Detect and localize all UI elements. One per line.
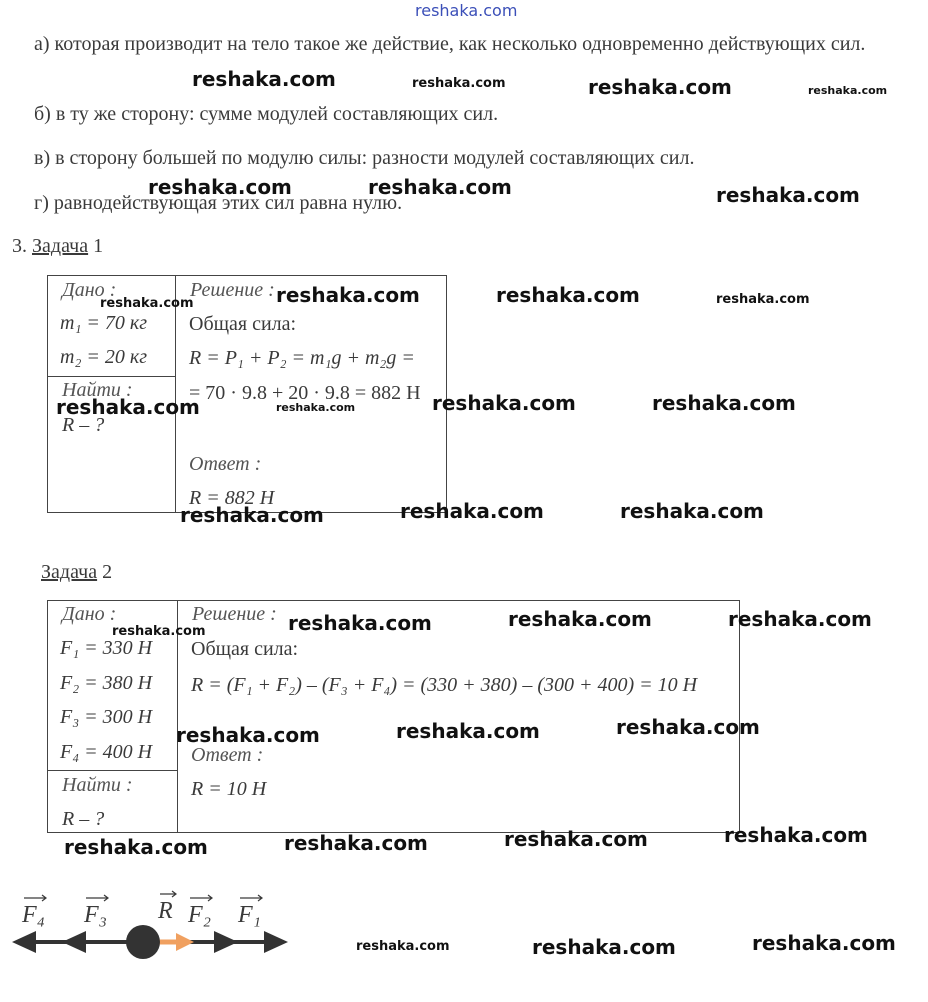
task2-find: R – ? — [62, 808, 105, 830]
answer-a — [12, 30, 906, 58]
label-r: R — [158, 898, 173, 924]
section-number: 3. — [12, 235, 27, 257]
watermark: reshaka.com — [716, 292, 810, 307]
task2-given-f2: F₂ = 380 Н — [60, 672, 153, 694]
label-f2: F₂ — [188, 902, 212, 928]
watermark: reshaka.com — [148, 175, 292, 199]
watermark: reshaka.com — [532, 935, 676, 959]
task2-answer: R = 10 Н — [191, 778, 267, 800]
task2-solution-intro: Общая сила: — [191, 638, 299, 660]
task1-find-label: Найти : — [62, 379, 133, 401]
task1-find: R – ? — [62, 414, 105, 436]
task1-given-divider — [47, 376, 176, 377]
watermark: reshaka.com — [400, 499, 544, 523]
task1-given-m1: m₁ = 70 кг — [60, 312, 148, 334]
watermark: reshaka.com — [284, 831, 428, 855]
task2-given-f1: F₁ = 330 Н — [60, 637, 153, 659]
label-f4: F₄ — [22, 902, 46, 928]
overarrow-f1 — [240, 895, 262, 901]
watermark: reshaka.com — [432, 391, 576, 415]
task1-formula-line2: = 70 · 9.8 + 20 · 9.8 = 882 Н — [189, 382, 421, 404]
watermark: reshaka.com — [620, 499, 764, 523]
label-f1: F₁ — [238, 902, 262, 928]
task2-given-divider — [47, 770, 178, 771]
f2-arrowhead — [214, 931, 238, 953]
watermark: reshaka.com — [728, 607, 872, 631]
watermark: reshaka.com — [56, 395, 200, 419]
body-circle — [126, 925, 160, 959]
f1-arrowhead — [264, 931, 288, 953]
watermark: reshaka.com — [808, 84, 888, 97]
watermark: reshaka.com — [288, 611, 432, 635]
f3-arrowhead — [62, 931, 86, 953]
watermark: reshaka.com — [176, 723, 320, 747]
watermark: reshaka.com — [508, 607, 652, 631]
task1-given-label: Дано : — [62, 279, 117, 301]
task1-title-word: Задача — [32, 235, 89, 257]
answer-g: г) равнодействующая этих сил равна нулю. — [34, 192, 403, 214]
overarrow-f4 — [24, 895, 46, 901]
task2-given-label: Дано : — [62, 603, 117, 625]
task1-answer: R = 882 Н — [189, 487, 275, 509]
task2-title-word: Задача — [41, 561, 98, 583]
watermark: reshaka.com — [588, 75, 732, 99]
watermark: reshaka.com — [276, 401, 356, 414]
task1-solution-label: Решение : — [190, 279, 275, 301]
answer-a-line2: действующих сил. — [708, 33, 866, 55]
task1-formula-line1: R = P₁ + P₂ = m₁g + m₂g = — [189, 347, 415, 369]
task2-formula: R = (F₁ + F₂) – (F₃ + F₄) = (330 + 380) – (300 + 400) = 10 Н — [191, 674, 698, 696]
watermark: reshaka.com — [496, 283, 640, 307]
overarrow-f2 — [190, 895, 212, 901]
watermark: reshaka.com — [724, 823, 868, 847]
force-diagram — [0, 880, 300, 980]
task1-answer-label: Ответ : — [189, 453, 262, 475]
watermark: reshaka.com — [180, 503, 324, 527]
watermark: reshaka.com — [616, 715, 760, 739]
watermark: reshaka.com — [112, 624, 206, 639]
task1-given-m2: m₂ = 20 кг — [60, 346, 148, 368]
f4-arrowhead — [12, 931, 36, 953]
task2-solution-label: Решение : — [192, 603, 277, 625]
task1-title-num: 1 — [93, 235, 104, 257]
task1-title — [12, 232, 103, 260]
watermark: reshaka.com — [412, 76, 506, 91]
watermark: reshaka.com — [368, 175, 512, 199]
answer-a-line1: а) которая производит на тело такое же действие, как несколько одновременно — [34, 33, 704, 55]
watermark: reshaka.com — [752, 931, 896, 955]
watermark: reshaka.com — [504, 827, 648, 851]
overarrow-r — [160, 891, 176, 897]
watermark: reshaka.com — [652, 391, 796, 415]
task2-title — [41, 558, 112, 586]
task2-given-f3: F₃ = 300 Н — [60, 706, 153, 728]
overarrow-f3 — [86, 895, 108, 901]
watermark: reshaka.com — [356, 939, 450, 954]
task2-answer-label: Ответ : — [191, 744, 264, 766]
watermark: reshaka.com — [192, 67, 336, 91]
task2-find-label: Найти : — [62, 774, 133, 796]
watermark: reshaka.com — [100, 296, 194, 311]
watermark: reshaka.com — [716, 183, 860, 207]
answer-v: в) в сторону большей по модулю силы: разности модулей составляющих сил. — [34, 147, 695, 169]
watermark: reshaka.com — [64, 835, 208, 859]
task2-given-f4: F₄ = 400 Н — [60, 741, 153, 763]
task2-title-num: 2 — [102, 561, 113, 583]
watermark: reshaka.com — [396, 719, 540, 743]
header-watermark: reshaka.com — [415, 1, 518, 20]
answer-b: б) в ту же сторону: сумме модулей составляющих сил. — [34, 103, 499, 125]
task1-solution-intro: Общая сила: — [189, 313, 297, 335]
watermark: reshaka.com — [276, 283, 420, 307]
resultant-arrowhead — [176, 933, 194, 951]
label-f3: F₃ — [84, 902, 108, 928]
